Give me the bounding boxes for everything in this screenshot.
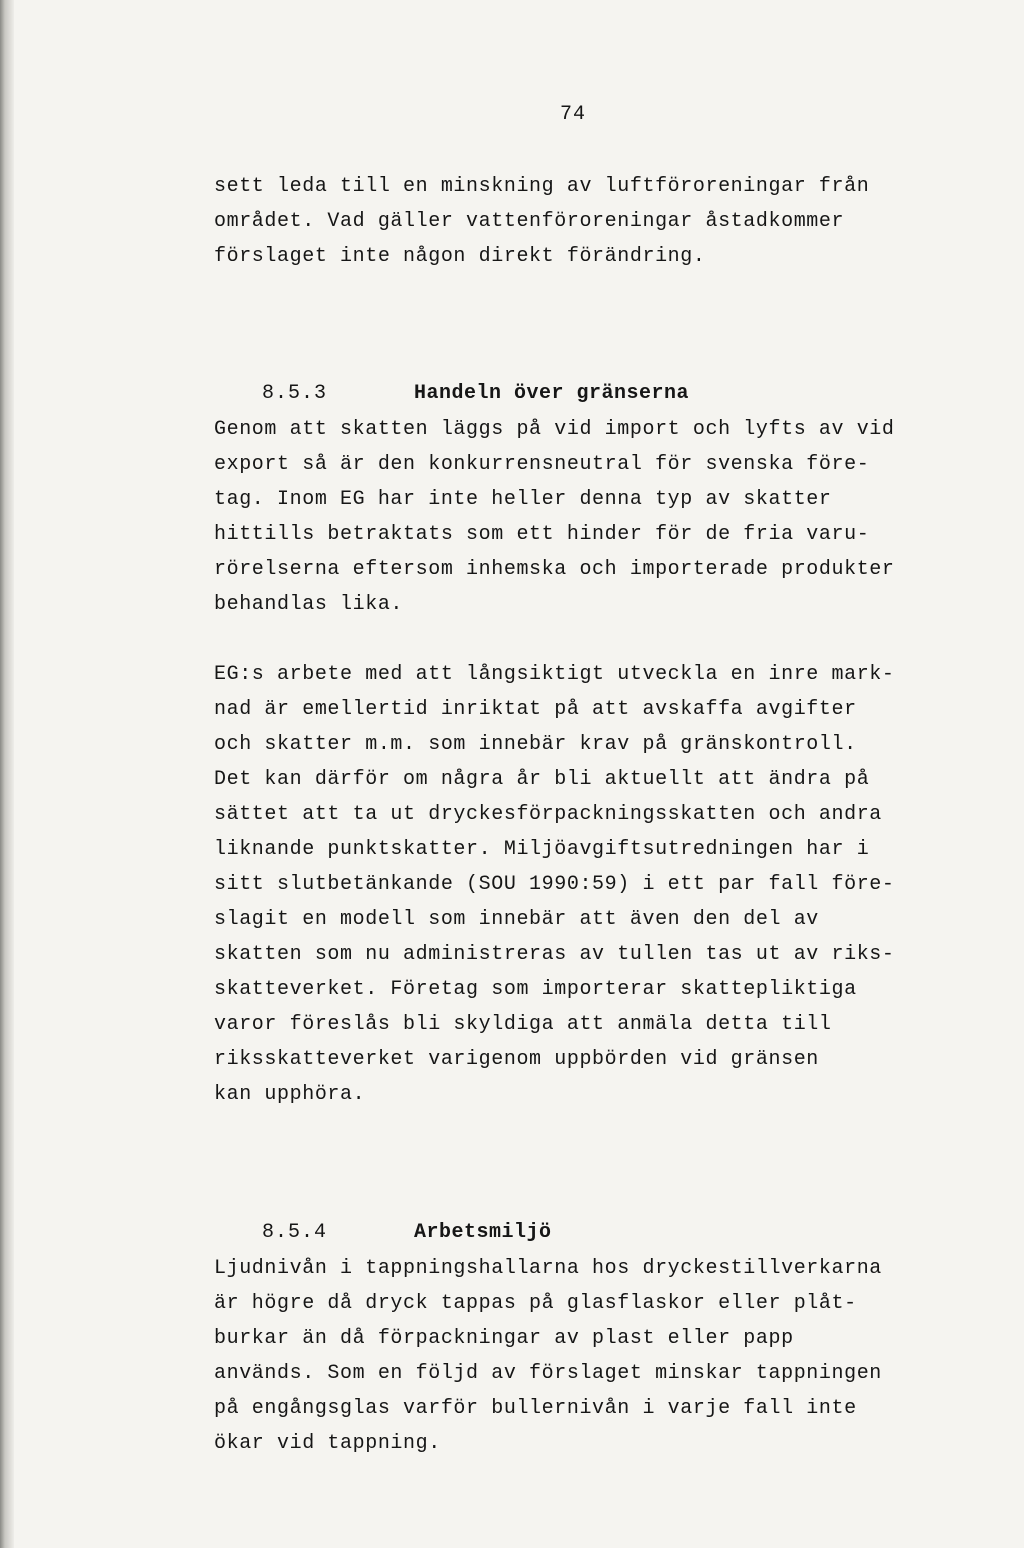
text-line: EG:s arbete med att långsiktigt utveckla en inre mark- <box>214 663 895 686</box>
text-line: tag. Inom EG har inte heller denna typ av skatter <box>214 488 832 511</box>
text-line: Ljudnivån i tappningshallarna hos dryckestillverkarna <box>214 1257 882 1280</box>
page-edge-shadow <box>0 0 14 1548</box>
text-line: förslaget inte någon direkt förändring. <box>214 245 706 268</box>
text-line: slagit en modell som innebär att även den del av <box>214 908 819 931</box>
text-line: området. Vad gäller vattenföroreningar åstadkommer <box>214 210 845 233</box>
section-title: Handeln över gränserna <box>414 382 690 405</box>
text-line: varor föreslås bli skyldiga att anmäla detta till <box>214 1013 832 1036</box>
text-line: är högre då dryck tappas på glasflaskor eller plåt- <box>214 1292 857 1315</box>
paragraph-eg-inner-market <box>214 657 994 1112</box>
text-line: riksskatteverket varigenom uppbörden vid gränsen <box>214 1048 819 1071</box>
section-title: Arbetsmiljö <box>414 1221 552 1244</box>
section-number: 8.5.3 <box>262 382 328 405</box>
text-line: rörelserna eftersom inhemska och importerade produkter <box>214 558 895 581</box>
text-line: behandlas lika. <box>214 593 404 616</box>
text-line: sett leda till en minskning av luftföroreningar från <box>214 175 870 198</box>
text-line: på engångsglas varför bullernivån i varje fall inte <box>214 1397 857 1420</box>
text-line: sitt slutbetänkande (SOU 1990:59) i ett par fall före- <box>214 873 895 896</box>
text-line: nad är emellertid inriktat på att avskaffa avgifter <box>214 698 857 721</box>
paragraph-noise-level <box>214 1251 994 1461</box>
page-number: 74 <box>560 103 587 126</box>
text-line: liknande punktskatter. Miljöavgiftsutredningen har i <box>214 838 870 861</box>
text-line: skatteverket. Företag som importerar skattepliktiga <box>214 978 857 1001</box>
section-number: 8.5.4 <box>262 1221 328 1244</box>
text-line: skatten som nu administreras av tullen tas ut av riks- <box>214 943 895 966</box>
text-line: hittills betraktats som ett hinder för de fria varu- <box>214 523 870 546</box>
paragraph-competition-neutral <box>214 412 994 622</box>
text-line: kan upphöra. <box>214 1083 366 1106</box>
text-line: burkar än då förpackningar av plast eller papp <box>214 1327 794 1350</box>
text-line: och skatter m.m. som innebär krav på gränskontroll. <box>214 733 857 756</box>
text-line: används. Som en följd av förslaget minskar tappningen <box>214 1362 882 1385</box>
text-line: Det kan därför om några år bli aktuellt att ändra på <box>214 768 870 791</box>
text-line: sättet att ta ut dryckesförpackningsskatten och andra <box>214 803 882 826</box>
text-line: export så är den konkurrensneutral för svenska före- <box>214 453 870 476</box>
text-line: Genom att skatten läggs på vid import och lyfts av vid <box>214 418 895 441</box>
text-line: ökar vid tappning. <box>214 1432 441 1455</box>
paragraph-air-water-pollution <box>214 169 994 274</box>
